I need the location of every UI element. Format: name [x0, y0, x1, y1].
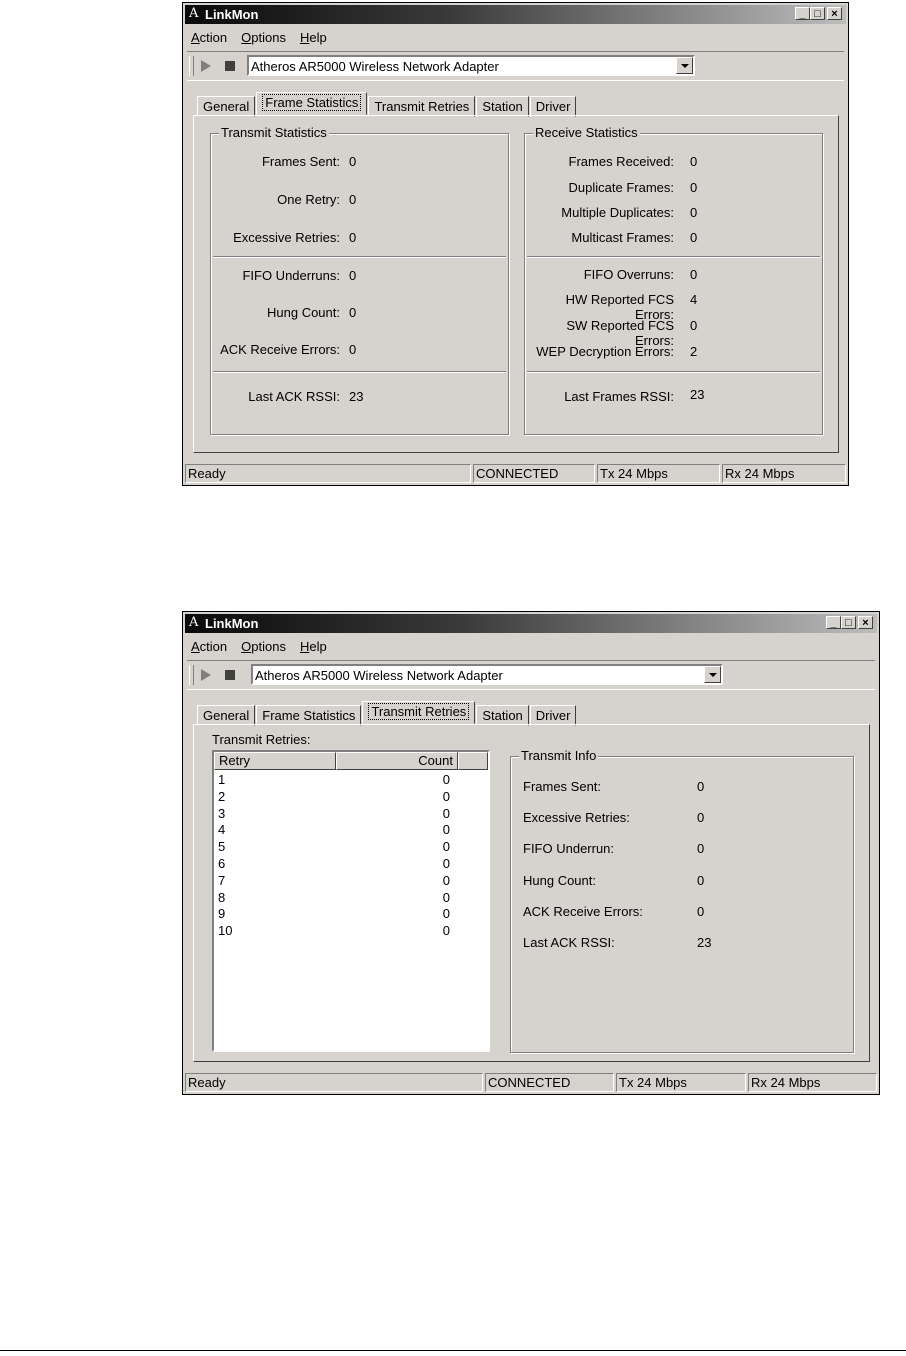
stat-value: 0 [690, 205, 698, 220]
stat-label: Duplicate Frames: [568, 180, 674, 195]
chevron-down-icon[interactable] [704, 666, 721, 683]
status-bar [185, 464, 846, 484]
tab-transmit-retries[interactable]: Transmit Retries [362, 701, 475, 724]
retry-row-number[interactable]: 6 [218, 856, 226, 871]
stat-label: ACK Receive Errors: [220, 342, 340, 357]
adapter-select[interactable] [251, 664, 723, 685]
tab-driver[interactable]: Driver [530, 705, 577, 726]
status-bar [185, 1073, 877, 1093]
play-icon[interactable] [201, 669, 211, 681]
chevron-down-icon[interactable] [676, 57, 693, 74]
column-header-count[interactable]: Count [336, 752, 458, 770]
tab-general[interactable]: General [197, 96, 255, 117]
toolbar [187, 51, 844, 81]
info-label: Hung Count: [523, 873, 596, 888]
menu-action[interactable]: Action [191, 639, 228, 654]
status-ready: Ready [185, 464, 471, 483]
info-label: Last ACK RSSI: [523, 935, 615, 950]
stat-label: FIFO Overruns: [583, 267, 674, 282]
stat-label: Multicast Frames: [571, 230, 674, 245]
retry-row-count[interactable]: 0 [442, 872, 450, 888]
stat-value: 0 [690, 267, 698, 282]
retry-row-number[interactable]: 7 [218, 872, 226, 888]
transmit-retries-label: Transmit Retries: [212, 732, 311, 747]
menu-action[interactable]: Action [191, 30, 228, 45]
info-label: ACK Receive Errors: [523, 904, 643, 919]
status-connection: CONNECTED [485, 1073, 614, 1092]
retry-row-number[interactable]: 3 [218, 805, 226, 821]
info-value: 0 [697, 904, 705, 919]
retry-row-count[interactable]: 0 [442, 906, 450, 922]
separator [213, 371, 506, 373]
tab-frame-statistics[interactable]: Frame Statistics [256, 705, 361, 726]
transmit-info-group [510, 748, 854, 1053]
stat-value: 23 [349, 389, 364, 404]
retry-row-number[interactable]: 10 [218, 923, 233, 939]
stat-label: Frames Received: [568, 154, 674, 169]
retry-row-count[interactable]: 0 [442, 839, 450, 855]
info-value: 0 [697, 779, 705, 794]
group-legend: Receive Statistics [535, 125, 638, 140]
tab-driver[interactable]: Driver [530, 96, 577, 117]
info-label: Excessive Retries: [523, 810, 630, 825]
tab-frame-statistics[interactable]: Frame Statistics [256, 92, 367, 115]
toolbar [187, 660, 875, 690]
adapter-select-value: Atheros AR5000 Wireless Network Adapter [251, 59, 499, 74]
separator [213, 256, 506, 258]
status-rx-rate: Rx 24 Mbps [722, 464, 846, 483]
status-rx-rate: Rx 24 Mbps [748, 1073, 877, 1092]
stat-value: 0 [349, 192, 357, 207]
menu-options[interactable]: Options [241, 30, 286, 45]
retry-row-number[interactable]: 2 [218, 788, 226, 804]
info-label: Frames Sent: [523, 779, 602, 794]
window-title: LinkMon [205, 7, 259, 22]
minimize-button[interactable]: _ [826, 616, 841, 629]
stat-label: WEP Decryption Errors: [536, 344, 674, 359]
title-bar[interactable] [185, 614, 877, 633]
stat-label: HW Reported FCS Errors: [565, 292, 674, 322]
retry-row-count[interactable]: 0 [442, 923, 450, 939]
window-title: LinkMon [205, 616, 259, 631]
tab-panel [193, 115, 839, 453]
menu-bar [191, 639, 327, 654]
info-value: 0 [697, 841, 705, 856]
separator [527, 256, 820, 258]
retry-row-number[interactable]: 1 [218, 772, 226, 787]
close-button[interactable]: × [827, 7, 842, 20]
tab-panel [193, 724, 870, 1062]
retry-row-count[interactable]: 0 [442, 788, 450, 804]
stop-icon[interactable] [225, 61, 235, 71]
stat-value: 0 [349, 154, 357, 169]
group-legend: Transmit Info [521, 748, 597, 763]
page-divider [0, 1350, 906, 1351]
status-tx-rate: Tx 24 Mbps [597, 464, 720, 483]
stat-value: 0 [690, 154, 698, 169]
toolbar-grip[interactable] [189, 56, 194, 76]
menu-help[interactable]: Help [299, 30, 327, 45]
app-icon: A [189, 6, 199, 21]
menu-help[interactable]: Help [299, 639, 327, 654]
info-label: FIFO Underrun: [523, 841, 615, 856]
adapter-select[interactable] [247, 55, 695, 76]
stat-value: 0 [349, 305, 357, 320]
retry-row-number[interactable]: 8 [218, 889, 226, 905]
info-value: 0 [697, 810, 705, 825]
tab-station[interactable]: Station [476, 96, 528, 117]
app-icon: A [189, 615, 199, 630]
status-connection: CONNECTED [473, 464, 595, 483]
stat-value: 0 [690, 230, 698, 245]
receive-statistics-group [524, 125, 823, 435]
tab-station[interactable]: Station [476, 705, 528, 726]
stat-value: 2 [690, 344, 698, 359]
stat-label: FIFO Underruns: [242, 268, 340, 283]
title-bar[interactable] [185, 5, 846, 24]
stat-label: Last ACK RSSI: [248, 389, 340, 404]
retry-row-count[interactable]: 0 [442, 822, 450, 838]
transmit-statistics-group [210, 125, 509, 435]
menu-bar [191, 30, 327, 45]
info-value: 0 [697, 873, 705, 888]
close-button[interactable]: × [858, 616, 873, 629]
stat-label: Multiple Duplicates: [561, 205, 674, 220]
status-tx-rate: Tx 24 Mbps [616, 1073, 746, 1092]
retry-row-number[interactable]: 5 [218, 839, 226, 855]
maximize-button[interactable]: □ [841, 616, 856, 629]
stat-value: 0 [349, 268, 357, 283]
status-ready: Ready [185, 1073, 483, 1092]
stat-value: 4 [690, 292, 698, 307]
tab-strip [197, 94, 577, 117]
retry-row-count[interactable]: 0 [442, 772, 450, 787]
stat-value: 23 [690, 387, 705, 402]
linkmon-window-transmit-retries [182, 611, 880, 1095]
retry-row-number[interactable]: 4 [218, 822, 226, 838]
retry-row-count[interactable]: 0 [442, 805, 450, 821]
play-icon[interactable] [201, 60, 211, 72]
menu-options[interactable]: Options [241, 639, 286, 654]
column-header-filler [458, 752, 488, 770]
separator [527, 371, 820, 373]
linkmon-window-frame-statistics [182, 2, 849, 486]
stat-value: 0 [349, 342, 357, 357]
info-value: 23 [697, 935, 712, 950]
maximize-button[interactable]: □ [810, 7, 825, 20]
stat-label: One Retry: [277, 192, 340, 207]
stat-label: Frames Sent: [261, 154, 340, 169]
stat-value: 0 [349, 230, 357, 245]
stat-label: Hung Count: [267, 305, 340, 320]
tab-general[interactable]: General [197, 705, 255, 726]
stat-value: 0 [690, 180, 698, 195]
stat-label: SW Reported FCS Errors: [566, 318, 674, 348]
stat-label: Last Frames RSSI: [564, 389, 674, 404]
tab-strip [197, 703, 577, 726]
column-header-retry[interactable]: Retry [214, 752, 336, 770]
stop-icon[interactable] [225, 670, 235, 680]
toolbar-grip[interactable] [189, 665, 194, 685]
retry-row-count[interactable]: 0 [442, 856, 450, 871]
minimize-button[interactable]: _ [795, 7, 810, 20]
stat-label: Excessive Retries: [233, 230, 340, 245]
stat-value: 0 [690, 318, 698, 333]
retry-row-number[interactable]: 9 [218, 906, 226, 922]
group-legend: Transmit Statistics [221, 125, 327, 140]
transmit-retries-list[interactable] [212, 750, 490, 1052]
tab-transmit-retries[interactable]: Transmit Retries [368, 96, 475, 117]
retry-row-count[interactable]: 0 [442, 889, 450, 905]
adapter-select-value: Atheros AR5000 Wireless Network Adapter [255, 668, 503, 683]
